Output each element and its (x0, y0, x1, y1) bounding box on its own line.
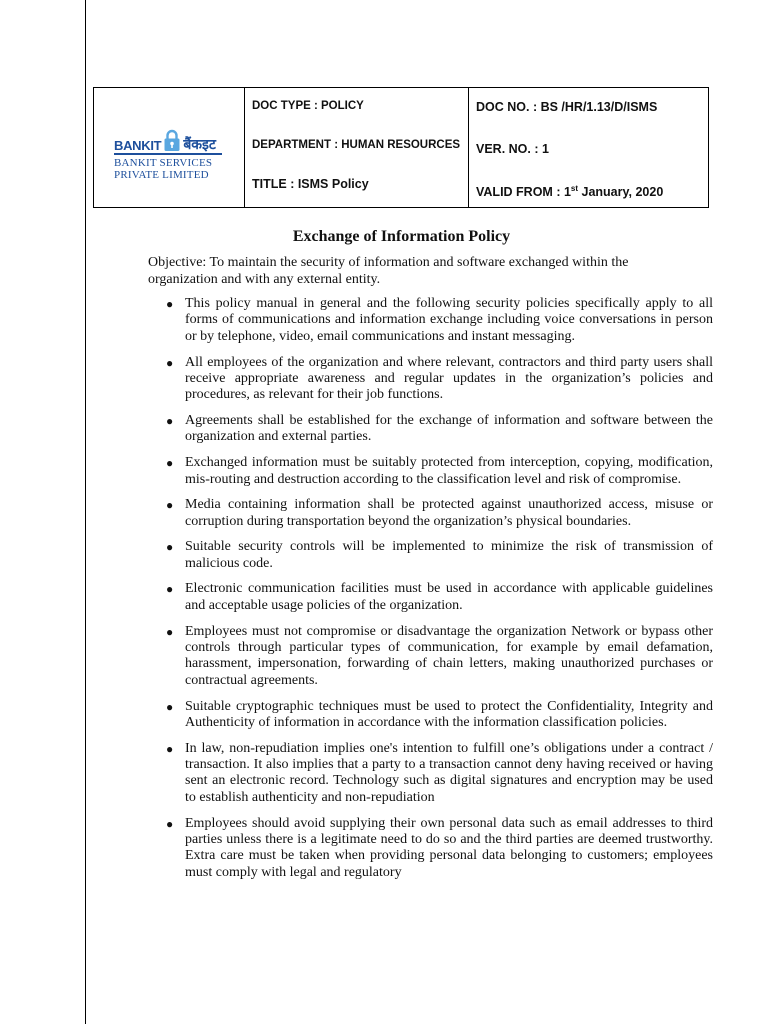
bullet-icon: ● (166, 582, 174, 597)
bullet-icon: ● (166, 741, 174, 756)
list-item-text: Media containing information shall be protected against unauthorized access, misuse or corruption during transportation beyond the organization’s physical boundaries. (185, 497, 713, 529)
doc-number: DOC NO. : BS /HR/1.13/D/ISMS (476, 100, 658, 114)
bullet-icon: ● (166, 456, 174, 471)
bullet-icon: ● (166, 816, 174, 831)
left-margin-rule (85, 0, 86, 1024)
version-number: VER. NO. : 1 (476, 142, 549, 156)
header-control-cell (469, 88, 708, 207)
logo-company-line-1: BANKIT SERVICES (114, 157, 213, 169)
list-item (163, 497, 713, 530)
bullet-icon: ● (166, 624, 174, 639)
department: DEPARTMENT : HUMAN RESOURCES (252, 139, 461, 151)
bullet-icon: ● (166, 414, 174, 429)
list-item-text: Exchanged information must be suitably protected from interception, copying, modification, mis-routing and destruction according to the classification level and risk of compromise. (185, 455, 713, 487)
list-item (163, 816, 713, 882)
list-item-text: Employees should avoid supplying their own personal data such as email addresses to third parties unless there is a legitimate need to do so and the third parties are deemed trustworthy. Extra care must be taken when providing personal data belonging to customers; employees must comply with legal and regulatory (185, 815, 713, 880)
list-item (163, 296, 713, 345)
list-item (163, 355, 713, 404)
list-item (163, 624, 713, 690)
doc-type: DOC TYPE : POLICY (252, 100, 364, 112)
objective-paragraph: Objective: To maintain the security of information and software exchanged within the organization and with any external entity. (148, 255, 629, 287)
list-item-text: Suitable cryptographic techniques must be used to protect the Confidentiality, Integrity and Authenticity of information in accordance with the information classification policies. (185, 698, 713, 730)
doc-title-field: TITLE : ISMS Policy (252, 177, 369, 191)
list-item (163, 455, 713, 488)
document-header-table (93, 87, 709, 208)
bullet-icon: ● (166, 498, 174, 513)
list-item-text: This policy manual in general and the following security policies specifically apply to all forms of communications and information exchange including voice conversations in person or by telephone, video, email communications and instant messaging. (185, 296, 713, 344)
list-item-text: Employees must not compromise or disadvantage the organization Network or bypass other controls through particular types of communication, for example by email defamation, harassment, impersonation, forwarding of chain letters, making unauthorized purchases or contractual agreements. (185, 623, 713, 688)
list-item-text: All employees of the organization and where relevant, contractors and third party users shall receive appropriate awareness and regular updates in the organization’s policies and procedures, as relevant for their job functions. (185, 354, 713, 403)
valid-from-ordinal: st (570, 184, 579, 193)
list-item-text: Electronic communication facilities must be used in accordance with applicable guidelines and acceptable usage policies of the organization. (185, 581, 713, 613)
bullet-icon: ● (166, 699, 174, 714)
list-item (163, 539, 713, 572)
list-item (163, 413, 713, 446)
bullet-icon: ● (166, 355, 174, 370)
list-item (163, 581, 713, 614)
bullet-icon: ● (166, 297, 174, 311)
logo-brand-row (114, 126, 234, 152)
bullet-icon: ● (166, 540, 174, 555)
logo-brand-hindi: बैंकइट (183, 137, 216, 153)
header-meta-cell (245, 88, 469, 207)
list-item (163, 741, 713, 807)
list-item-text: Agreements shall be established for the exchange of information and software between the organization and external parties. (185, 413, 713, 445)
valid-from-prefix: VALID FROM : 1 (476, 185, 571, 200)
company-logo (114, 126, 234, 181)
policy-list (163, 296, 713, 890)
logo-company-line-2: PRIVATE LIMITED (114, 169, 209, 181)
list-item (163, 699, 713, 732)
list-item-text: In law, non-repudiation implies one's intention to fulfill one’s obligations under a contract / transaction. It also implies that a party to a transaction cannot deny having received or having sent an electronic record. Technology such as digital signatures and encryption may be used to establish authenticity and non-repudiation (185, 740, 713, 805)
logo-underline (114, 153, 222, 155)
valid-from-suffix: January, 2020 (578, 185, 664, 200)
header-logo-cell (94, 88, 245, 207)
page-title: Exchange of Information Policy (292, 228, 511, 245)
logo-brand-latin: BANKIT (114, 138, 162, 153)
padlock-icon (163, 128, 181, 152)
list-item-text: Suitable security controls will be implemented to minimize the risk of transmission of malicious code. (185, 539, 713, 571)
valid-from (476, 184, 663, 199)
